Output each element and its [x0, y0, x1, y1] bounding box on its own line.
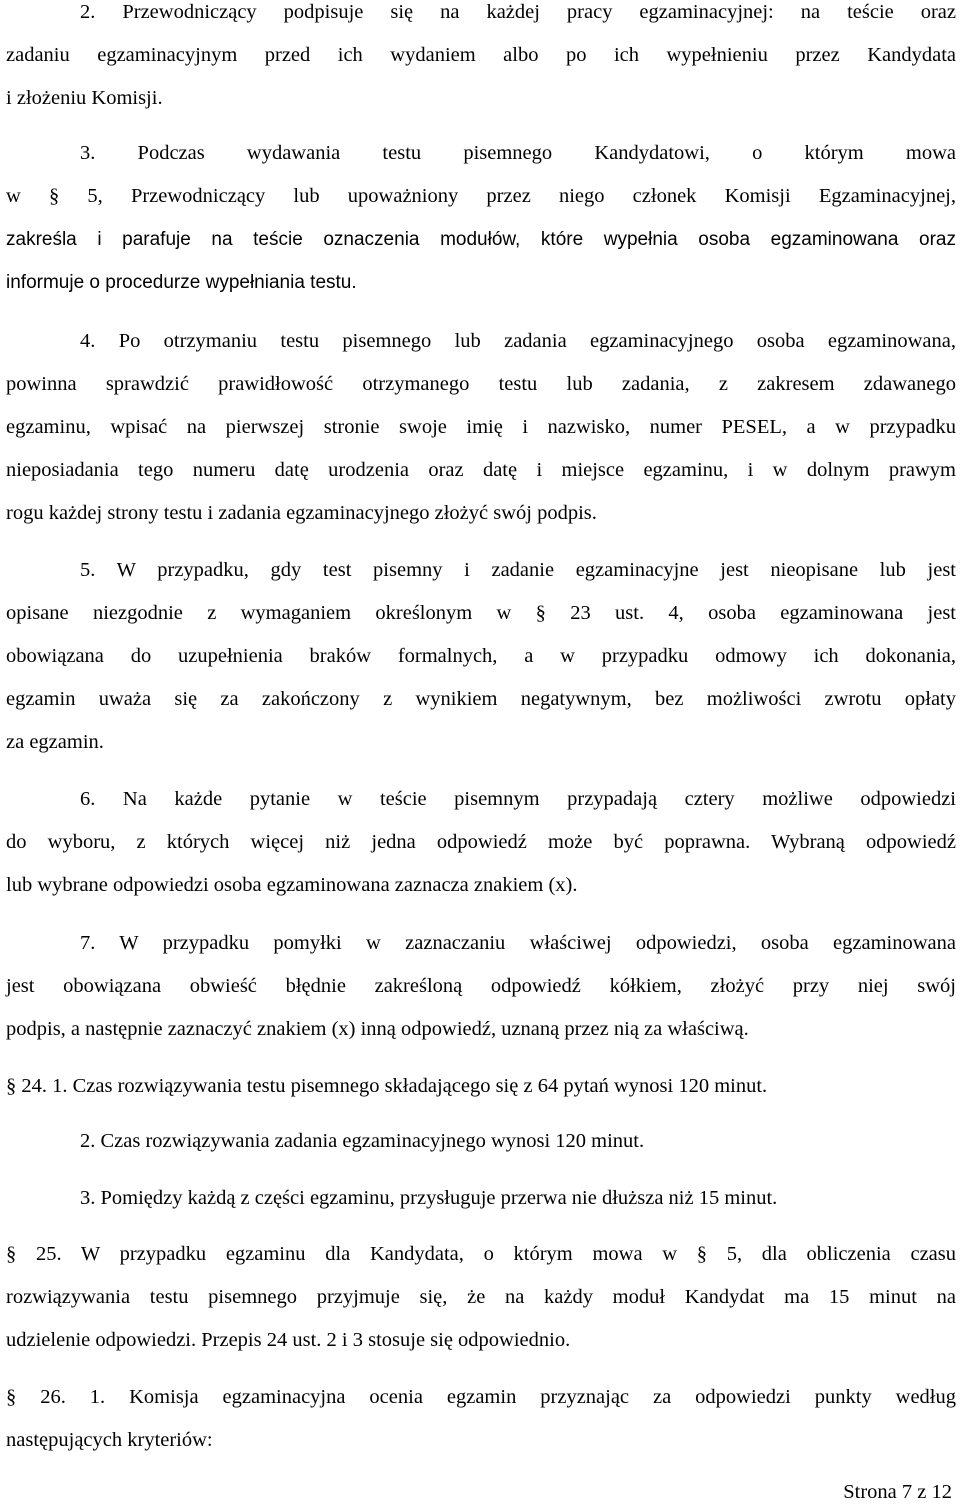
section-25: [6, 1233, 956, 1362]
section-24-point-2: [6, 1120, 956, 1163]
text-line: w § 5, Przewodniczący lub upoważniony przez niego członek Komisji Egzaminacyjnej,: [6, 185, 956, 207]
text-line: 2. Czas rozwiązywania zadania egzaminacyjnego wynosi 120 minut.: [80, 1130, 645, 1152]
text-line: nieposiadania tego numeru datę urodzenia oraz datę i miejsce egzaminu, i w dolnym prawym: [6, 459, 956, 481]
text-line: podpis, a następnie zaznaczyć znakiem (x) inną odpowiedź, uznaną przez nią za właściwą.: [6, 1018, 749, 1040]
paragraph-7: [6, 922, 956, 1051]
page-number: Strona 7 z 12: [843, 1481, 952, 1503]
text-line: udzielenie odpowiedzi. Przepis 24 ust. 2 i 3 stosuje się odpowiednio.: [6, 1329, 571, 1351]
text-line: i złożeniu Komisji.: [6, 87, 163, 109]
text-line: 6. Na każde pytanie w teście pisemnym przypadają cztery możliwe odpowiedzi: [80, 788, 956, 810]
text-line: egzaminu, wpisać na pierwszej stronie swoje imię i nazwisko, numer PESEL, a w przypadku: [6, 416, 956, 438]
text-line: 2. Przewodniczący podpisuje się na każdej pracy egzaminacyjnej: na teście oraz: [80, 1, 956, 23]
text-line: 3. Podczas wydawania testu pisemnego Kandydatowi, o którym mowa: [80, 142, 956, 164]
text-line: następujących kryteriów:: [6, 1429, 213, 1451]
paragraph-4: [6, 320, 956, 535]
text-line: 3. Pomiędzy każdą z części egzaminu, przysługuje przerwa nie dłuższa niż 15 minut.: [80, 1187, 778, 1209]
section-26: [6, 1376, 956, 1462]
section-24-point-3: [6, 1177, 956, 1220]
paragraph-5: [6, 549, 956, 764]
paragraph-2: [6, 0, 956, 120]
text-line: rogu każdej strony testu i zadania egzaminacyjnego złożyć swój podpis.: [6, 502, 597, 524]
text-line: zadaniu egzaminacyjnym przed ich wydaniem albo po ich wypełnieniu przez Kandydata: [6, 44, 956, 66]
paragraph-6: [6, 778, 956, 907]
text-line: § 25. W przypadku egzaminu dla Kandydata, o którym mowa w § 5, dla obliczenia czasu: [6, 1243, 956, 1265]
text-line: lub wybrane odpowiedzi osoba egzaminowana zaznacza znakiem (x).: [6, 874, 578, 896]
text-line: powinna sprawdzić prawidłowość otrzymanego testu lub zadania, z zakresem zdawanego: [6, 373, 956, 395]
text-line: za egzamin.: [6, 731, 104, 753]
text-line: do wyboru, z których więcej niż jedna odpowiedź może być poprawna. Wybraną odpowiedź: [6, 831, 956, 853]
text-line: § 26. 1. Komisja egzaminacyjna ocenia egzamin przyznając za odpowiedzi punkty według: [6, 1386, 956, 1408]
text-line: zakreśla i parafuje na teście oznaczenia modułów, które wypełnia osoba egzaminowana oraz: [6, 229, 956, 250]
paragraph-3: [6, 132, 956, 304]
text-line: egzamin uważa się za zakończony z wynikiem negatywnym, bez możliwości zwrotu opłaty: [6, 688, 956, 710]
text-line: § 24. 1. Czas rozwiązywania testu pisemnego składającego się z 64 pytań wynosi 120 minut.: [6, 1075, 768, 1097]
text-line: 7. W przypadku pomyłki w zaznaczaniu właściwej odpowiedzi, osoba egzaminowana: [80, 932, 956, 954]
text-line: obowiązana do uzupełnienia braków formalnych, a w przypadku odmowy ich dokonania,: [6, 645, 956, 667]
text-line: opisane niezgodnie z wymaganiem określonym w § 23 ust. 4, osoba egzaminowana jest: [6, 602, 956, 624]
text-line: jest obowiązana obwieść błędnie zakreśloną odpowiedź kółkiem, złożyć przy niej swój: [6, 975, 956, 997]
text-line: 4. Po otrzymaniu testu pisemnego lub zadania egzaminacyjnego osoba egzaminowana,: [80, 330, 956, 352]
text-line: rozwiązywania testu pisemnego przyjmuje się, że na każdy moduł Kandydat ma 15 minut na: [6, 1286, 956, 1308]
text-line: 5. W przypadku, gdy test pisemny i zadanie egzaminacyjne jest nieopisane lub jest: [80, 559, 956, 581]
section-24-point-1: [6, 1065, 956, 1108]
text-line: informuje o procedurze wypełniania testu.: [6, 272, 357, 293]
